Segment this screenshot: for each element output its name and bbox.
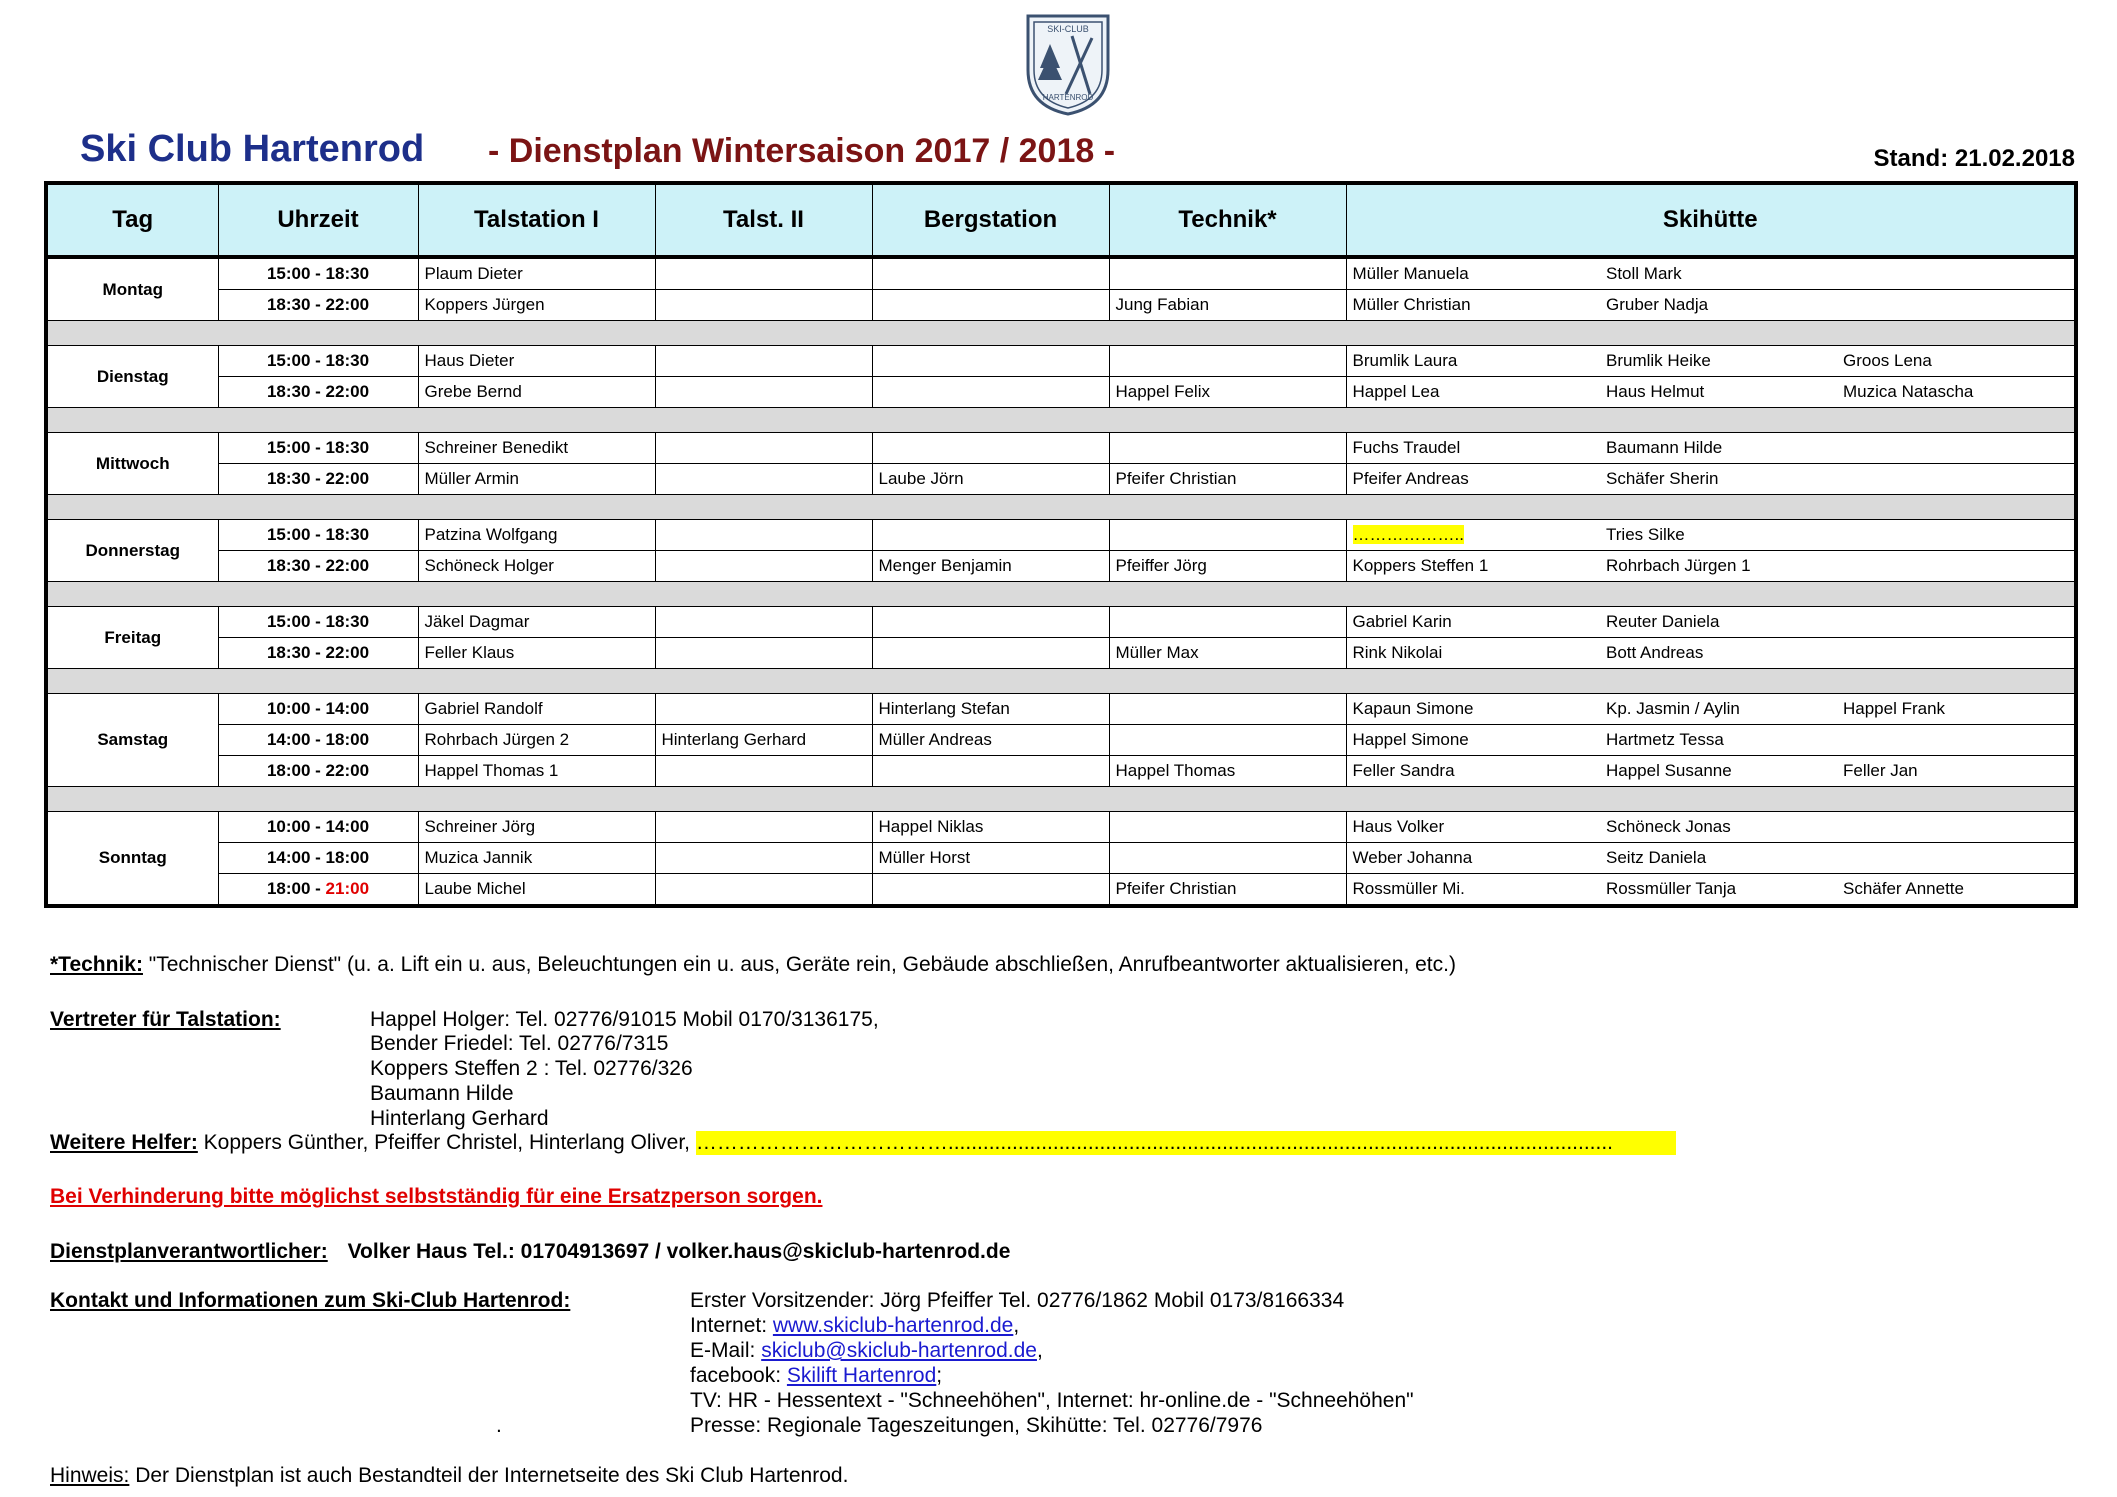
skihuette-cell (1346, 874, 1600, 907)
bergstation-cell (872, 346, 1109, 377)
col-tag: Tag (46, 183, 218, 257)
talstation-1-cell: Schreiner Jörg (418, 812, 655, 843)
time-cell (218, 725, 418, 756)
skihuette-cell (1837, 257, 2076, 290)
table-row (46, 756, 2076, 787)
talstation-1-cell: Koppers Jürgen (418, 290, 655, 321)
day-cell: Mittwoch (46, 433, 218, 495)
skihuette-cell (1346, 520, 1600, 551)
time-text: 18:30 - 22:00 (266, 469, 370, 488)
time-cell (218, 464, 418, 495)
skihuette-name: Schäfer Sherin (1606, 469, 1719, 488)
skihuette-name: Gruber Nadja (1606, 295, 1709, 314)
talstation-2-cell (655, 464, 872, 495)
bergstation-cell (872, 290, 1109, 321)
skihuette-cell (1600, 520, 1837, 551)
talstation-2-cell (655, 257, 872, 290)
separator-cell (46, 582, 2076, 607)
day-separator (46, 321, 2076, 346)
bergstation-cell: Hinterlang Stefan (872, 694, 1109, 725)
skihuette-cell (1600, 607, 1837, 638)
skihuette-name: ……………….. (1352, 525, 1464, 544)
skihuette-cell (1600, 756, 1837, 787)
talstation-1-cell: Jäkel Dagmar (418, 607, 655, 638)
talstation-1-cell: Müller Armin (418, 464, 655, 495)
club-name: Ski Club Hartenrod (80, 128, 425, 170)
table-row (46, 346, 2076, 377)
skihuette-name: Müller Manuela (1352, 264, 1469, 283)
day-cell: Donnerstag (46, 520, 218, 582)
table-row (46, 433, 2076, 464)
stand-date: Stand: 21.02.2018 (1873, 145, 2075, 172)
vertreter-line-4: Baumann Hilde (370, 1082, 514, 1105)
skihuette-name: Rohrbach Jürgen 1 (1606, 556, 1751, 575)
skihuette-cell (1346, 694, 1600, 725)
talstation-1-cell: Grebe Bernd (418, 377, 655, 408)
time-cell (218, 551, 418, 582)
helfer-placeholder: ……………………………….................................................................................................................. (696, 1131, 1676, 1155)
bergstation-cell (872, 520, 1109, 551)
skihuette-name: Happel Lea (1352, 382, 1440, 401)
skihuette-cell (1600, 433, 1837, 464)
day-separator (46, 787, 2076, 812)
skihuette-name: Baumann Hilde (1606, 438, 1723, 457)
skihuette-cell (1600, 725, 1837, 756)
time-cell (218, 874, 418, 907)
skihuette-cell (1837, 377, 2076, 408)
skihuette-cell (1837, 433, 2076, 464)
technik-cell (1109, 843, 1346, 874)
skihuette-name: Hartmetz Tessa (1606, 730, 1724, 749)
table-row (46, 290, 2076, 321)
talstation-2-cell: Hinterlang Gerhard (655, 725, 872, 756)
kontakt-presse: Presse: Regionale Tageszeitungen, Skihütte: Tel. 02776/7976 (690, 1414, 1263, 1437)
technik-cell (1109, 694, 1346, 725)
warning-text: Bei Verhinderung bitte möglichst selbstständig für eine Ersatzperson sorgen. (50, 1185, 823, 1208)
skihuette-name: Feller Jan (1843, 761, 1918, 780)
technik-cell: Pfeiffer Jörg (1109, 551, 1346, 582)
technik-cell: Happel Felix (1109, 377, 1346, 408)
skihuette-name: Happel Simone (1352, 730, 1469, 749)
verantwortlich-text: Volker Haus Tel.: 01704913697 / volker.haus@skiclub-hartenrod.de (347, 1240, 1011, 1263)
technik-cell (1109, 607, 1346, 638)
time-cell (218, 843, 418, 874)
time-cell (218, 257, 418, 290)
table-row (46, 464, 2076, 495)
kontakt-internet: Internet: www.skiclub-hartenrod.de, (690, 1314, 1020, 1337)
skihuette-cell (1600, 694, 1837, 725)
technik-cell: Happel Thomas (1109, 756, 1346, 787)
skihuette-cell (1837, 874, 2076, 907)
table-row (46, 843, 2076, 874)
skihuette-cell (1600, 874, 1837, 907)
day-cell: Freitag (46, 607, 218, 669)
technik-note-label: *Technik: (50, 953, 143, 976)
verantwortlich (50, 1240, 1010, 1264)
skihuette-cell (1837, 520, 2076, 551)
talstation-2-cell (655, 433, 872, 464)
vertreter-line-5: Hinterlang Gerhard (370, 1107, 549, 1130)
skihuette-cell (1346, 607, 1600, 638)
skihuette-name: Gabriel Karin (1352, 612, 1452, 631)
technik-cell: Müller Max (1109, 638, 1346, 669)
time-text: 18:30 - 22:00 (266, 643, 370, 662)
day-separator (46, 582, 2076, 607)
talstation-1-cell: Gabriel Randolf (418, 694, 655, 725)
roster-body (46, 257, 2076, 906)
skihuette-cell (1346, 433, 1600, 464)
skihuette-cell (1837, 464, 2076, 495)
skihuette-cell (1837, 725, 2076, 756)
talstation-1-cell: Happel Thomas 1 (418, 756, 655, 787)
bergstation-cell (872, 377, 1109, 408)
hinweis-text: Der Dienstplan ist auch Bestandteil der Internetseite des Ski Club Hartenrod. (129, 1464, 849, 1487)
talstation-1-cell: Laube Michel (418, 874, 655, 907)
technik-cell (1109, 520, 1346, 551)
time-text: 18:30 - 22:00 (266, 295, 370, 314)
time-cell (218, 433, 418, 464)
time-cell (218, 346, 418, 377)
technik-note (50, 953, 1456, 977)
facebook-label: facebook: (690, 1364, 787, 1387)
skihuette-cell (1600, 377, 1837, 408)
time-text: 14:00 - 18:00 (266, 848, 370, 867)
bergstation-cell: Müller Andreas (872, 725, 1109, 756)
skihuette-cell (1346, 638, 1600, 669)
email-link[interactable]: skiclub@skiclub-hartenrod.de (761, 1339, 1037, 1362)
technik-cell: Pfeifer Christian (1109, 464, 1346, 495)
skihuette-name: Weber Johanna (1352, 848, 1473, 867)
talstation-1-cell: Haus Dieter (418, 346, 655, 377)
helfer-label: Weitere Helfer: (50, 1131, 198, 1154)
time-text: 15:00 - 18:30 (266, 264, 370, 283)
skihuette-cell (1600, 551, 1837, 582)
technik-cell (1109, 433, 1346, 464)
vertreter-line-1: Happel Holger: Tel. 02776/91015 Mobil 0170/3136175, (370, 1008, 879, 1031)
day-separator (46, 408, 2076, 433)
weitere-helfer (50, 1131, 1676, 1155)
skihuette-name: Kp. Jasmin / Aylin (1606, 699, 1740, 718)
technik-cell: Jung Fabian (1109, 290, 1346, 321)
talstation-2-cell (655, 520, 872, 551)
table-row (46, 551, 2076, 582)
time-text: 15:00 - 18:30 (266, 612, 370, 631)
skihuette-name: Koppers Steffen 1 (1352, 556, 1489, 575)
bergstation-cell (872, 756, 1109, 787)
table-row (46, 377, 2076, 408)
skihuette-cell (1837, 551, 2076, 582)
skihuette-name: Schäfer Annette (1843, 879, 1964, 898)
hinweis (50, 1464, 848, 1488)
time-text: 18:00 - 22:00 (266, 761, 370, 780)
bergstation-cell (872, 638, 1109, 669)
bergstation-cell (872, 433, 1109, 464)
col-technik: Technik* (1109, 183, 1346, 257)
talstation-2-cell (655, 638, 872, 669)
time-text: 18:30 - 22:00 (266, 382, 370, 401)
skihuette-cell (1346, 725, 1600, 756)
skihuette-cell (1600, 257, 1837, 290)
skihuette-cell (1346, 464, 1600, 495)
vertreter-line-2: Bender Friedel: Tel. 02776/7315 (370, 1032, 669, 1055)
stray-dot: . (496, 1414, 502, 1437)
technik-cell (1109, 725, 1346, 756)
time-text: 15:00 - 18:30 (266, 525, 370, 544)
skihuette-name: Bott Andreas (1606, 643, 1704, 662)
table-row (46, 638, 2076, 669)
vertreter-label: Vertreter für Talstation: (50, 1008, 281, 1031)
skihuette-cell (1837, 756, 2076, 787)
talstation-2-cell (655, 874, 872, 907)
talstation-2-cell (655, 551, 872, 582)
time-text: 14:00 - 18:00 (266, 730, 370, 749)
technik-cell: Pfeifer Christian (1109, 874, 1346, 907)
talstation-2-cell (655, 607, 872, 638)
talstation-2-cell (655, 346, 872, 377)
col-talstation-2: Talst. II (655, 183, 872, 257)
kontakt-tv: TV: HR - Hessentext - "Schneehöhen", Internet: hr-online.de - "Schneehöhen" (690, 1389, 1414, 1412)
talstation-2-cell (655, 812, 872, 843)
skihuette-cell (1346, 812, 1600, 843)
time-end-changed: 21:00 (325, 879, 370, 898)
time-text: 15:00 - 18:30 (266, 351, 370, 370)
technik-cell (1109, 257, 1346, 290)
skihuette-cell (1600, 812, 1837, 843)
skihuette-name: Pfeifer Andreas (1352, 469, 1469, 488)
kontakt-vorsitz: Erster Vorsitzender: Jörg Pfeiffer Tel. 02776/1862 Mobil 0173/8166334 (690, 1289, 1345, 1312)
talstation-1-cell: Feller Klaus (418, 638, 655, 669)
skihuette-name: Happel Frank (1843, 699, 1946, 718)
col-skihuette: Skihütte (1346, 183, 2076, 257)
website-link[interactable]: www.skiclub-hartenrod.de (772, 1314, 1014, 1337)
talstation-1-cell: Rohrbach Jürgen 2 (418, 725, 655, 756)
skihuette-name: Muzica Natascha (1843, 382, 1974, 401)
table-row (46, 257, 2076, 290)
talstation-2-cell (655, 694, 872, 725)
separator-cell (46, 787, 2076, 812)
skihuette-name: Kapaun Simone (1352, 699, 1474, 718)
time-text: 18:30 - 22:00 (266, 556, 370, 575)
kontakt-email: E-Mail: skiclub@skiclub-hartenrod.de, (690, 1339, 1043, 1362)
duty-roster-table (44, 181, 2078, 908)
skihuette-cell (1600, 638, 1837, 669)
skihuette-cell (1346, 551, 1600, 582)
time-text: 15:00 - 18:30 (266, 438, 370, 457)
skihuette-name: Happel Susanne (1606, 761, 1732, 780)
table-row (46, 874, 2076, 907)
skihuette-cell (1346, 377, 1600, 408)
table-row (46, 725, 2076, 756)
time-cell (218, 520, 418, 551)
kontakt-facebook: facebook: Skilift Hartenrod; (690, 1364, 943, 1387)
bergstation-cell (872, 874, 1109, 907)
talstation-1-cell: Muzica Jannik (418, 843, 655, 874)
technik-cell (1109, 346, 1346, 377)
time-text: 10:00 - 14:00 (266, 699, 370, 718)
day-cell: Samstag (46, 694, 218, 787)
time-cell (218, 377, 418, 408)
table-row (46, 694, 2076, 725)
skihuette-name: Stoll Mark (1606, 264, 1682, 283)
skihuette-name: Schöneck Jonas (1606, 817, 1731, 836)
col-talstation-1: Talstation I (418, 183, 655, 257)
skihuette-name: Müller Christian (1352, 295, 1471, 314)
skihuette-cell (1600, 464, 1837, 495)
bergstation-cell (872, 257, 1109, 290)
skihuette-cell (1346, 257, 1600, 290)
talstation-2-cell (655, 377, 872, 408)
separator-cell (46, 495, 2076, 520)
svg-text:HARTENROD: HARTENROD (1042, 93, 1094, 102)
skihuette-cell (1837, 346, 2076, 377)
separator-cell (46, 321, 2076, 346)
time-cell (218, 694, 418, 725)
plan-title: - Dienstplan Wintersaison 2017 / 2018 - (488, 132, 1116, 170)
talstation-1-cell: Schöneck Holger (418, 551, 655, 582)
talstation-2-cell (655, 843, 872, 874)
skihuette-name: Groos Lena (1843, 351, 1932, 370)
internet-label: Internet: (690, 1314, 773, 1337)
facebook-link[interactable]: Skilift Hartenrod (786, 1364, 937, 1387)
skihuette-cell (1837, 638, 2076, 669)
day-cell: Montag (46, 257, 218, 321)
talstation-2-cell (655, 756, 872, 787)
skihuette-name: Seitz Daniela (1606, 848, 1707, 867)
separator-cell (46, 408, 2076, 433)
skihuette-name: Reuter Daniela (1606, 612, 1720, 631)
skihuette-cell (1346, 756, 1600, 787)
skihuette-name: Feller Sandra (1352, 761, 1455, 780)
skihuette-cell (1600, 843, 1837, 874)
bergstation-cell: Menger Benjamin (872, 551, 1109, 582)
skihuette-name: Rossmüller Tanja (1606, 879, 1737, 898)
time-cell (218, 756, 418, 787)
club-logo (1020, 10, 1116, 118)
skihuette-name: Rink Nikolai (1352, 643, 1443, 662)
header-row (46, 183, 2076, 257)
time-cell (218, 290, 418, 321)
svg-text:SKI-CLUB: SKI-CLUB (1047, 24, 1089, 34)
time-text: 18:00 - (266, 879, 326, 898)
talstation-1-cell: Plaum Dieter (418, 257, 655, 290)
skihuette-cell (1600, 290, 1837, 321)
verantwortlich-label: Dienstplanverantwortlicher: (50, 1240, 328, 1263)
helfer-text: Koppers Günther, Pfeiffer Christel, Hinterlang Oliver, (197, 1131, 696, 1154)
table-row (46, 607, 2076, 638)
skihuette-cell (1600, 346, 1837, 377)
col-uhrzeit: Uhrzeit (218, 183, 418, 257)
talstation-1-cell: Schreiner Benedikt (418, 433, 655, 464)
skihuette-name: Brumlik Heike (1606, 351, 1711, 370)
talstation-2-cell (655, 290, 872, 321)
skihuette-cell (1346, 843, 1600, 874)
col-bergstation: Bergstation (872, 183, 1109, 257)
bergstation-cell: Laube Jörn (872, 464, 1109, 495)
time-cell (218, 812, 418, 843)
skihuette-cell (1346, 346, 1600, 377)
separator-cell (46, 669, 2076, 694)
day-cell: Sonntag (46, 812, 218, 907)
bergstation-cell (872, 607, 1109, 638)
skihuette-cell (1837, 694, 2076, 725)
day-separator (46, 495, 2076, 520)
email-label: E-Mail: (690, 1339, 762, 1362)
skihuette-name: Haus Helmut (1606, 382, 1705, 401)
table-row (46, 520, 2076, 551)
skihuette-cell (1837, 843, 2076, 874)
bergstation-cell: Müller Horst (872, 843, 1109, 874)
day-cell: Dienstag (46, 346, 218, 408)
kontakt-label: Kontakt und Informationen zum Ski-Club Hartenrod: (50, 1289, 571, 1312)
hinweis-label: Hinweis: (50, 1464, 130, 1487)
skihuette-cell (1837, 607, 2076, 638)
skihuette-cell (1346, 290, 1600, 321)
time-cell (218, 607, 418, 638)
skihuette-cell (1837, 290, 2076, 321)
skihuette-name: Haus Volker (1352, 817, 1445, 836)
time-cell (218, 638, 418, 669)
skihuette-name: Fuchs Traudel (1352, 438, 1461, 457)
skihuette-name: Tries Silke (1606, 525, 1685, 544)
talstation-1-cell: Patzina Wolfgang (418, 520, 655, 551)
vertreter-line-3: Koppers Steffen 2 : Tel. 02776/326 (370, 1057, 693, 1080)
bergstation-cell: Happel Niklas (872, 812, 1109, 843)
technik-cell (1109, 812, 1346, 843)
skihuette-name: Brumlik Laura (1352, 351, 1458, 370)
skihuette-cell (1837, 812, 2076, 843)
technik-note-text: "Technischer Dienst" (u. a. Lift ein u. aus, Beleuchtungen ein u. aus, Geräte rein, Gebäude abschließen, Anrufbeantworter aktualisieren, etc.) (142, 953, 1456, 976)
day-separator (46, 669, 2076, 694)
time-text: 10:00 - 14:00 (266, 817, 370, 836)
table-row (46, 812, 2076, 843)
skihuette-name: Rossmüller Mi. (1352, 879, 1465, 898)
